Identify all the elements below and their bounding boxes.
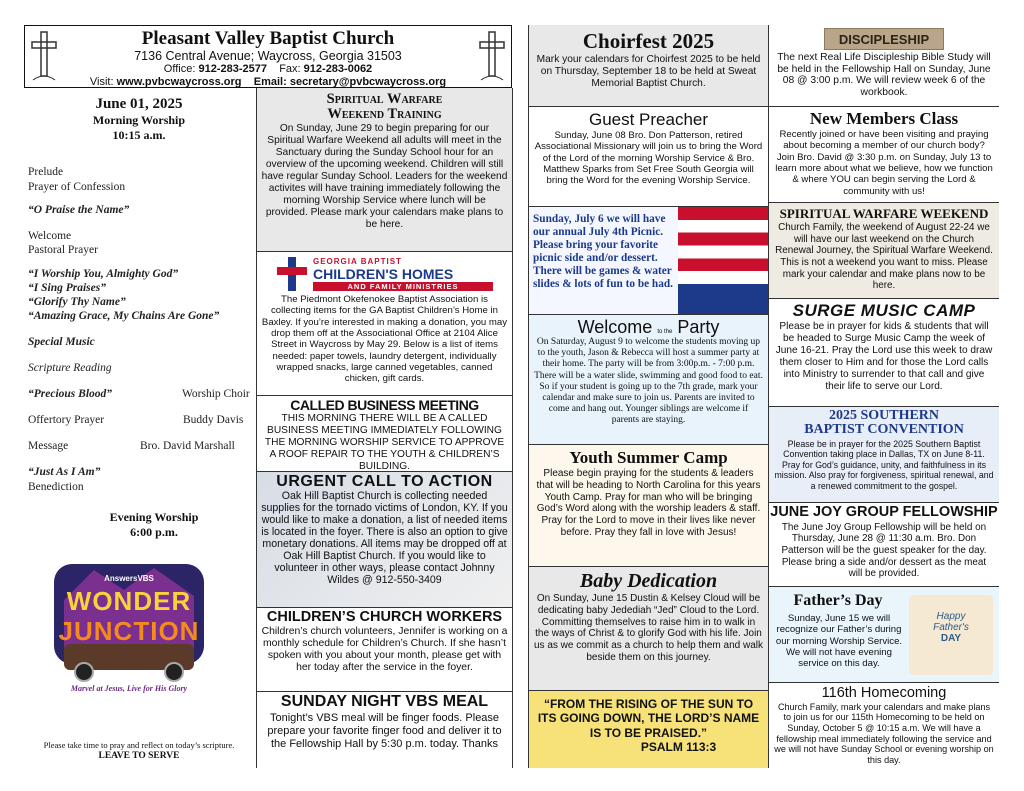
vbs-title-top: WONDER <box>66 586 192 616</box>
order-song: “I Worship You, Almighty God” <box>28 268 179 280</box>
section-title: 2025 SOUTHERN <box>828 408 940 423</box>
fax-number: 912-283-0062 <box>303 63 373 75</box>
southern-baptist-convention <box>769 407 999 503</box>
section-title: Welcome <box>577 317 653 337</box>
section-title: Father’s Day <box>793 592 883 609</box>
section-title: BAPTIST CONVENTION <box>804 422 964 437</box>
service-time: 10:15 a.m. <box>112 128 166 142</box>
order-song: “O Praise the Name” <box>28 204 130 216</box>
section-body: On Saturday, August 9 to welcome the students moving up to the youth, Jason & Rebecca will host a summer party at their home. The party will be from 3:00p.m. - 7:00 p.m. There will be a water slide, swimming and good food to eat. So if your student is going up to the 7th grade, mark your calendar and make sure to join us. Parents are invited to come and hang out. Younger siblings are welcome if parents are staying. <box>534 337 763 426</box>
section-title: URGENT CALL TO ACTION <box>276 473 493 490</box>
fathers-day-card <box>909 595 993 675</box>
choirfest <box>529 25 768 107</box>
section-body: The Piedmont Okefenokee Baptist Association is collecting items for the GA Baptist Children’s Home in Baxley. If you’re interested in making a donation, you may drop them off at the Associational Office at 2104 Alice Street in Waycross by May 29. Below is a list of items needed: paper towels, laundry detergent, individually wrapped snacks, large canned vegetables, canned chicken, gift cards. <box>261 294 508 385</box>
vbs-meal <box>257 692 512 768</box>
section-title: 116th Homecoming <box>821 685 947 701</box>
spiritual-warfare-weekend <box>769 203 999 299</box>
order-item: Welcome <box>28 230 72 242</box>
baby-dedication <box>529 567 768 691</box>
section-title: Spiritual Warfare <box>326 91 443 107</box>
order-of-worship-heading <box>24 96 254 143</box>
section-title: Party <box>677 317 720 337</box>
service-name: Morning Worship <box>92 113 186 127</box>
section-body: Sunday, June 08 Bro. Don Patterson, retired Associational Missionary will join us to bring the Word of the Lord of the morning Worship Service & Bro. Matthew Sparks from Set Free South Georgia will bring the Word for the evening Worship Service. <box>534 130 763 187</box>
section-title: JUNE JOY GROUP FELLOWSHIP <box>770 504 998 520</box>
called-business-meeting <box>257 396 512 472</box>
email-link[interactable]: secretary@pvbcwaycross.org <box>289 76 447 88</box>
order-item: Prelude <box>28 166 64 178</box>
bulletin-date: June 01, 2025 <box>95 96 183 112</box>
scripture-verse <box>529 691 768 768</box>
july-4th-picnic <box>529 207 768 315</box>
section-body: Recently joined or have been visiting and praying about becoming a member of our church body? Join Bro. David @ 3:30 p.m. on Sunday, July 13 to learn more about what we believe, how we function & where YOU can begin serving the Lord & community with us! <box>775 129 993 197</box>
guest-preacher <box>529 107 768 207</box>
spiritual-warfare-training <box>257 88 512 252</box>
phone-line: Office: 912-283-2577 Fax: 912-283-0062 <box>163 63 373 75</box>
section-title: New Members Class <box>809 109 959 128</box>
footer-note: Please take time to pray and reflect on today’s scripture. <box>43 740 235 750</box>
section-body: Tonight’s VBS meal will be finger foods. Please prepare your favorite finger food and deliver it to the Fellowship Hall by 5:30 p.m. today. Thanks <box>267 712 502 750</box>
card-text: Father's <box>933 622 969 633</box>
order-song: “I Sing Praises” <box>28 282 106 294</box>
web-line: Visit: www.pvbcwaycross.org Email: secretary@pvbcwaycross.org <box>89 76 447 88</box>
cross-icon <box>29 30 59 84</box>
cross-icon <box>277 257 307 291</box>
childrens-church-workers <box>257 608 512 692</box>
section-title: SUNDAY NIGHT VBS MEAL <box>280 693 489 710</box>
order-song: Special Music <box>28 336 95 348</box>
evening-service-time: 6:00 p.m. <box>130 525 178 539</box>
section-title: SPIRITUAL WARFARE WEEKEND <box>779 206 989 221</box>
order-song: “Precious Blood” <box>28 388 113 400</box>
order-item: Offertory Prayer <box>28 414 105 426</box>
website-link[interactable]: www.pvbcwaycross.org <box>116 76 242 88</box>
section-title: DISCIPLESHIP <box>824 28 944 50</box>
order-song: “Glorify Thy Name” <box>28 296 126 308</box>
section-title: to the <box>657 329 673 335</box>
surge-music-camp <box>769 299 999 407</box>
logo-text: CHILDREN'S HOMES <box>313 266 454 282</box>
section-title: CHILDREN’S CHURCH WORKERS <box>266 609 503 625</box>
section-title: CALLED BUSINESS MEETING <box>290 397 479 413</box>
church-name: Pleasant Valley Baptist Church <box>141 28 395 49</box>
order-item: Message <box>28 440 69 452</box>
order-item: Scripture Reading <box>28 362 112 374</box>
church-header <box>24 25 512 88</box>
section-body: Please begin praying for the students & leaders that will be heading to North Carolina for this years Youth Camp. Pray for man who will be bringing God’s Word along with the worship leaders & staff. Pray for the Lord to move in their lives like never before. Pray they fall in love with Jesus! <box>536 468 761 538</box>
order-item: Prayer of Confession <box>28 181 126 193</box>
order-song: “Amazing Grace, My Chains Are Gone” <box>28 310 220 322</box>
section-body: Sunday, June 15 we will recognize our Father’s during our morning Worship Service. We will not have evening service on this day. <box>775 613 903 670</box>
card-text: Happy <box>936 611 966 622</box>
logo-text: AND FAMILY MINISTRIES <box>313 282 493 291</box>
verse-reference: PSALM 113:3 <box>640 740 717 755</box>
childrens-home-donation <box>257 252 512 396</box>
section-body: Please be in prayer for the 2025 Southern Baptist Convention taking place in Dallas, TX on June 8-11. Pray for God’s guidance, unity, and faithfulness in its mission. Also pray for forgiveness, spiritual renewal, and a renewed commitment to the gospel. <box>774 439 994 491</box>
welcome-party <box>529 315 768 445</box>
card-text: DAY <box>940 633 962 644</box>
section-title: SURGE MUSIC CAMP <box>792 301 976 320</box>
june-joy-fellowship <box>769 503 999 587</box>
section-title: Choirfest 2025 <box>582 29 715 53</box>
section-body: On Sunday, June 15 Dustin & Kelsey Cloud will be dedicating baby Jedediah “Jed” Cloud to the Lord. Committing themselves to raise him in to walk in the ways of Christ & to glorify God with his life. Join us as we commit as a church to help them and walk beside them on this journey. <box>534 593 763 663</box>
homecoming <box>769 683 999 768</box>
evening-service-name: Evening Worship <box>109 510 199 524</box>
section-body: Please be in prayer for kids & students that will be headed to Surge Music Camp the week of June 16-21. Pray the Lord use this week to draw them closer to Him and for those the Lord calls into Ministry to surrender to that call and give their life to serve our Lord. <box>775 321 993 392</box>
flag-image <box>678 207 768 314</box>
order-item: Benediction <box>28 481 84 493</box>
section-body: Church Family, mark your calendars and make plans to join us for our 115th Homecoming to be held on Sunday, October 5 @ 10:15 a.m. We will have a fellowship meal immediately following the service and we will not have Sunday School or evening worship on this day. <box>774 701 994 766</box>
logo-text: GEORGIA BAPTIST <box>313 257 402 266</box>
evening-worship <box>24 510 284 540</box>
new-members-class <box>769 107 999 203</box>
section-body: Children’s church volunteers, Jennifer is working on a monthly schedule for Children’s Church. If she hasn’t spoken with you about your month, please get with her today after the service in the foyer. <box>261 625 508 674</box>
section-body: Mark your calendars for Choirfest 2025 to be held on Thursday, September 18 to be held at Sweat Memorial Baptist Church. <box>536 54 761 90</box>
vbs-logo <box>44 560 214 700</box>
choir-name: Worship Choir <box>182 388 250 400</box>
discipleship <box>769 25 999 107</box>
offertory-person: Buddy Davis <box>183 414 244 426</box>
section-body: Sunday, July 6 we will have our annual July 4th Picnic. Please bring your favorite picnic side and/or dessert. There will be games & water slides & lots of fun to be had. <box>533 213 673 290</box>
section-body: Church Family, the weekend of August 22-24 we will have our last weekend on the Church Renewal Journey, the Spiritual Warfare Weekend. This is not a weekend you want to miss. Please mark your calendar and make plans now to be here. <box>775 222 993 292</box>
vbs-brand: AnswersVBS <box>104 574 154 583</box>
section-title: Guest Preacher <box>588 110 709 129</box>
cross-icon <box>477 30 507 84</box>
section-body: Oak Hill Baptist Church is collecting needed supplies for the tornado victims of London, KY. If you would like to make a donation, a list of needed items is located in the foyer. There is also an option to give monetary donations. All items may be dropped off at Oak Hill Baptist Church. If you would like to volunteer in other ways, please contact Johnny Wildes @ 912-550-3409 <box>261 490 508 586</box>
section-body: On Sunday, June 29 to begin preparing for our Spiritual Warfare Weekend all adults will meet in the Sanctuary during the Sunday School hour for an overview of the upcoming weekend. Children will still have regular Sunday School. Leaders for the weekend activites will have training immediately following the morning Worship Service where lunch will be provided. Please mark your calendars make plans to be here. <box>261 123 508 231</box>
church-address: 7136 Central Avenue; Waycross, Georgia 31503 <box>134 49 402 63</box>
order-song: “Just As I Am” <box>28 466 101 478</box>
column-divider <box>512 88 513 768</box>
footer-leave: LEAVE TO SERVE <box>98 751 180 761</box>
office-phone: 912-283-2577 <box>198 63 267 75</box>
vbs-title-bottom: JUNCTION <box>58 616 200 646</box>
section-body: THIS MORNING THERE WILL BE A CALLED BUSINESS MEETING IMMEDIATELY FOLLOWING THE MORNING WORSHIP SERVICE TO APPROVE A ROOF REPAIR TO THE YOUTH & CHILDREN’S BUILDING. <box>264 413 505 472</box>
section-body: The next Real Life Discipleship Bible Study will be held in the Fellowship Hall on Sunday, June 08 @ 3:00 p.m. We will review week 6 of the workbook. <box>777 52 991 98</box>
fathers-day <box>769 587 999 683</box>
section-title: Youth Summer Camp <box>569 448 728 467</box>
order-item: Pastoral Prayer <box>28 244 98 256</box>
section-title: Weekend Training <box>327 105 442 122</box>
youth-summer-camp <box>529 445 768 567</box>
verse-text: “FROM THE RISING OF THE SUN TO ITS GOING DOWN, THE LORD’S NAME IS TO BE PRAISED.” <box>537 697 760 740</box>
vbs-tagline: Marvel at Jesus, Live for His Glory <box>70 684 188 693</box>
section-title: Baby Dedication <box>579 570 718 592</box>
urgent-call-to-action <box>257 472 512 608</box>
section-body: The June Joy Group Fellowship will be held on Thursday, June 28 @ 11:30 a.m. Bro. Don Patterson will be the guest speaker for the day. Please bring a side and/or dessert as the meat will be provided. <box>781 521 987 580</box>
speaker-name: Bro. David Marshall <box>140 440 235 452</box>
